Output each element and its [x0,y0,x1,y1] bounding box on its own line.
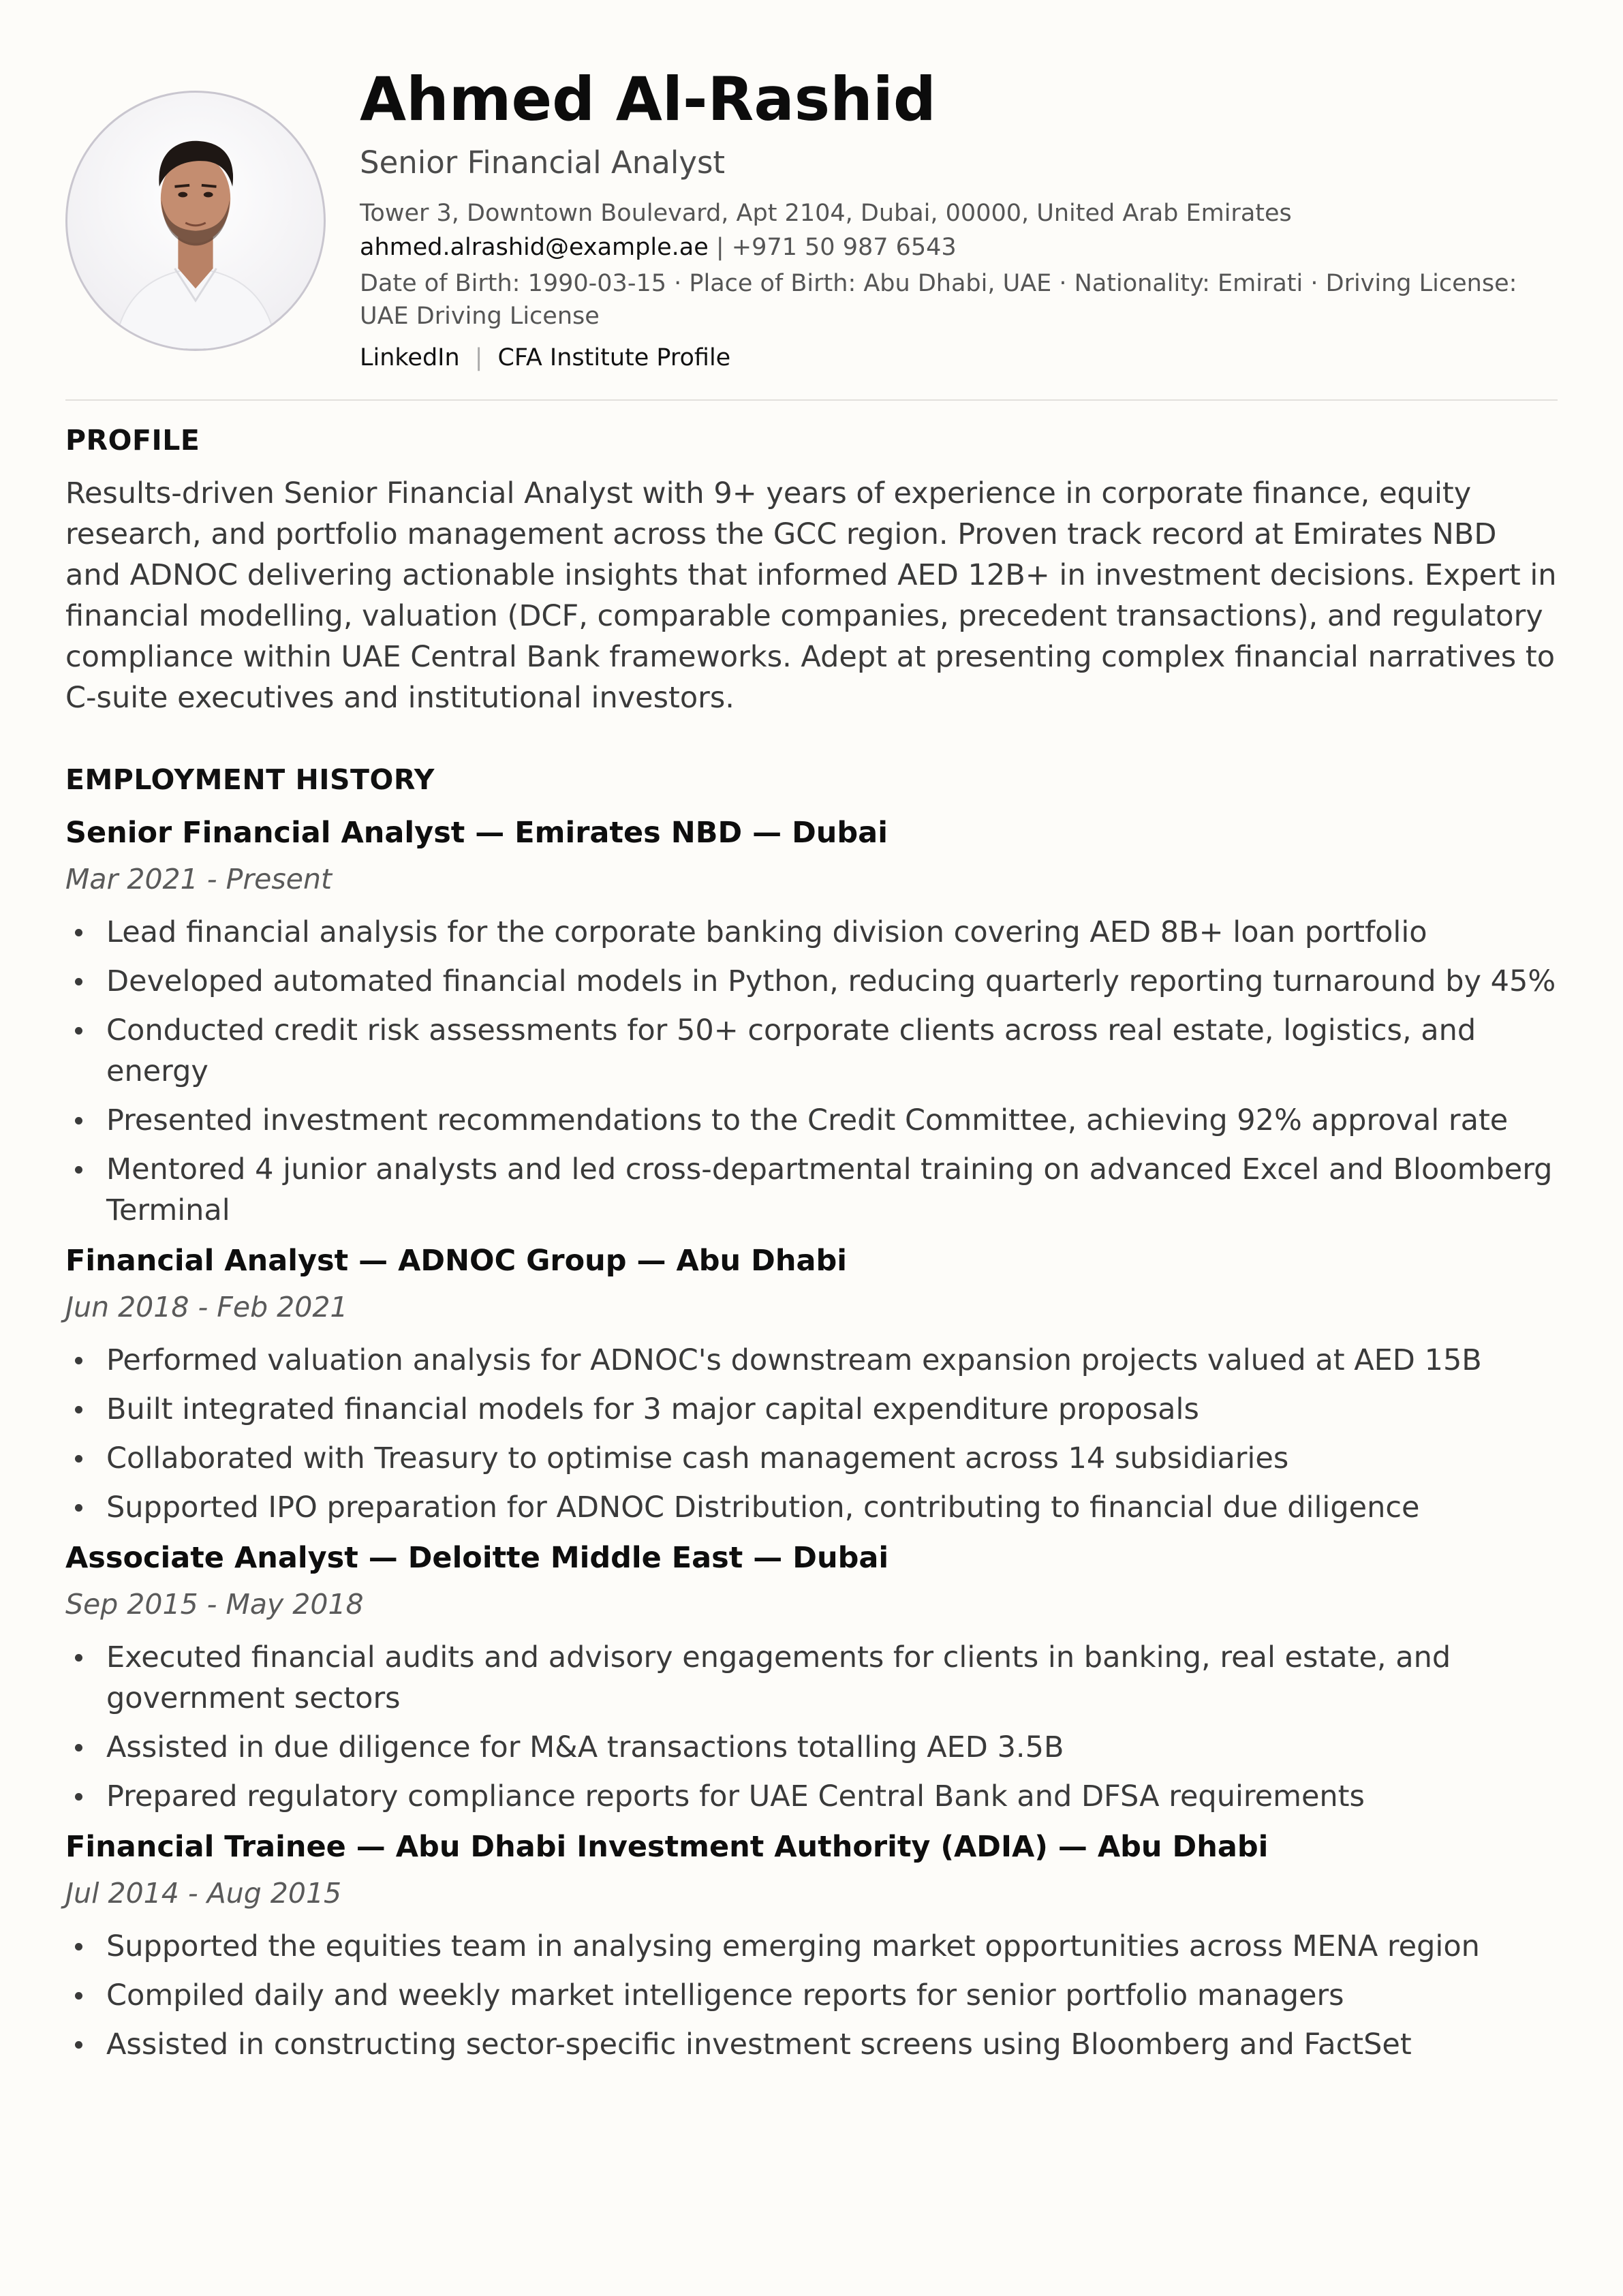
list-item [65,1776,1558,1817]
portrait-illustration [67,93,324,349]
contact-separator: | [708,234,732,261]
link-separator: | [474,344,483,371]
bullet-icon [75,929,82,936]
job-entry [65,812,1558,1231]
job-bullets [65,1637,1558,1817]
bullet-text: Built integrated financial models for 3 major capital expenditure proposals [106,1392,1199,1426]
job-dates: Mar 2021 - Present [65,863,333,896]
phone-number: +971 50 987 6543 [731,234,957,261]
linkedin-link[interactable]: LinkedIn [360,344,460,371]
job-bullets [65,1926,1558,2065]
personal-details: Date of Birth: 1990-03-15 · Place of Birth: Abu Dhabi, UAE · Nationality: Emirati · Driving License: UAE Driving License [360,270,1517,330]
list-item [65,2024,1558,2065]
contact-line [360,230,1566,264]
bullet-icon [75,1027,82,1035]
list-item [65,1389,1558,1430]
header [360,61,1566,375]
bullet-icon [75,1406,82,1413]
job-title: Financial Analyst — ADNOC Group — Abu Dhabi [65,1244,847,1278]
job-bullets [65,1340,1558,1528]
bullet-icon [75,1357,82,1364]
job-entry [65,1240,1558,1528]
bullet-icon [75,1166,82,1174]
bullet-text: Lead financial analysis for the corporate banking division covering AED 8B+ loan portfolio [106,915,1427,949]
list-item [65,1727,1558,1768]
job-title: Associate Analyst — Deloitte Middle East — Dubai [65,1541,889,1575]
bullet-text: Developed automated financial models in Python, reducing quarterly reporting turnaround by 45% [106,964,1556,998]
bullet-icon [75,2041,82,2049]
employment-heading: EMPLOYMENT HISTORY [65,763,435,796]
job-dates: Jun 2018 - Feb 2021 [65,1291,348,1323]
bullet-icon [75,1654,82,1662]
avatar [65,91,326,351]
bullet-text: Prepared regulatory compliance reports for UAE Central Bank and DFSA requirements [106,1779,1365,1813]
list-item [65,1975,1558,2016]
bullet-icon [75,1793,82,1801]
profile-summary: Results-driven Senior Financial Analyst with 9+ years of experience in corporate finance, equity research, and portfolio management across the GCC region. Proven track record at Emirates NBD and ADNOC delivering actionable insights that informed AED 12B+ in investment decisions. Expert in financial modelling, valuation (DCF, comparable companies, precedent transactions), and regulatory compliance within UAE Central Bank frameworks. Adept at presenting complex financial narratives to C-suite executives and institutional investors. [65,476,1557,715]
bullet-text: Collaborated with Treasury to optimise cash management across 14 subsidiaries [106,1441,1289,1475]
bullet-text: Assisted in due diligence for M&A transactions totalling AED 3.5B [106,1730,1064,1764]
bullet-text: Assisted in constructing sector-specific investment screens using Bloomberg and FactSet [106,2027,1412,2062]
bullet-icon [75,1117,82,1124]
bullet-text: Executed financial audits and advisory engagements for clients in banking, real estate, and government sectors [106,1640,1451,1715]
list-item [65,1926,1558,1967]
bullet-text: Mentored 4 junior analysts and led cross-departmental training on advanced Excel and Bloomberg Terminal [106,1152,1553,1227]
candidate-title: Senior Financial Analyst [360,144,726,181]
bullet-text: Conducted credit risk assessments for 50+ corporate clients across real estate, logistics, and energy [106,1013,1477,1088]
list-item [65,1438,1558,1479]
candidate-name: Ahmed Al-Rashid [360,64,936,134]
bullet-text: Presented investment recommendations to the Credit Committee, achieving 92% approval rate [106,1103,1509,1137]
bullet-text: Compiled daily and weekly market intelligence reports for senior portfolio managers [106,1978,1344,2012]
list-item [65,1010,1558,1092]
bullet-text: Performed valuation analysis for ADNOC's downstream expansion projects valued at AED 15B [106,1343,1482,1377]
job-entry [65,1826,1558,2065]
job-dates: Jul 2014 - Aug 2015 [65,1877,342,1910]
job-entry [65,1537,1558,1817]
job-dates: Sep 2015 - May 2018 [65,1588,364,1621]
list-item [65,1637,1558,1719]
bullet-icon [75,1744,82,1751]
bullet-icon [75,1455,82,1463]
resume-body [65,421,1558,2073]
list-item [65,1100,1558,1141]
job-title: Financial Trainee — Abu Dhabi Investment Authority (ADIA) — Abu Dhabi [65,1830,1269,1864]
address: Tower 3, Downtown Boulevard, Apt 2104, Dubai, 00000, United Arab Emirates [360,200,1292,227]
bullet-text: Supported the equities team in analysing emerging market opportunities across MENA region [106,1929,1480,1963]
header-divider [65,399,1558,401]
email-link[interactable]: ahmed.alrashid@example.ae [360,234,709,261]
list-item [65,961,1558,1002]
list-item [65,1487,1558,1528]
profile-heading: PROFILE [65,424,200,457]
list-item [65,912,1558,953]
cfa-profile-link[interactable]: CFA Institute Profile [497,344,731,371]
bullet-text: Supported IPO preparation for ADNOC Distribution, contributing to financial due diligence [106,1490,1420,1525]
bullet-icon [75,1943,82,1950]
bullet-icon [75,1992,82,2000]
list-item [65,1149,1558,1231]
bullet-icon [75,978,82,985]
job-bullets [65,912,1558,1231]
bullet-icon [75,1504,82,1512]
profile-links [360,341,1566,375]
list-item [65,1340,1558,1381]
job-title: Senior Financial Analyst — Emirates NBD — Dubai [65,816,888,850]
